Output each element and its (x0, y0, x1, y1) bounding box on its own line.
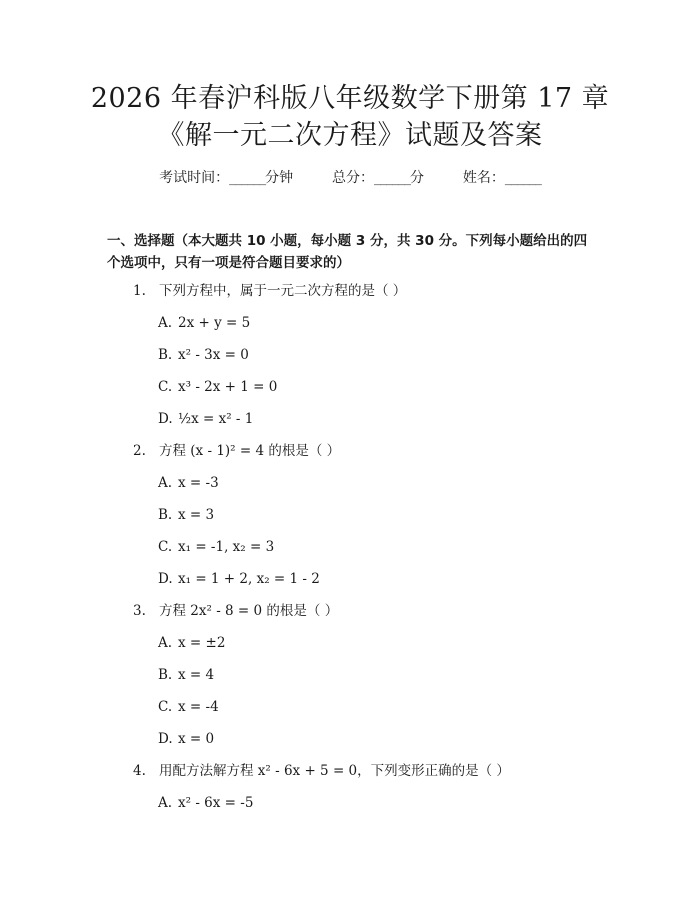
option-label: B. (158, 347, 173, 363)
question-text: 方程 (x - 1)² = 4 的根是（ ） (159, 443, 341, 459)
score-unit: 分 (410, 170, 424, 186)
question-text: 方程 2x² - 8 = 0 的根是（ ） (159, 603, 339, 619)
option-2-a (158, 473, 219, 493)
option-2-d (158, 569, 320, 589)
name-blank: ______ (504, 170, 541, 186)
page-title-line-1: 2026 年春沪科版八年级数学下册第 17 章 (90, 83, 610, 114)
question-4 (133, 761, 510, 781)
question-text: 用配方法解方程 x² - 6x + 5 = 0，下列变形正确的是（ ） (159, 763, 510, 779)
option-text: x = -3 (178, 475, 219, 491)
option-text: 2x + y = 5 (178, 315, 251, 331)
option-text: x = 3 (178, 507, 215, 523)
question-number: 2. (133, 443, 146, 459)
option-label: C. (158, 539, 173, 555)
option-text: x₁ = -1, x₂ = 3 (178, 539, 275, 555)
time-label: 考试时间： (159, 170, 230, 186)
option-text: x = -4 (178, 699, 219, 715)
option-label: A. (158, 315, 173, 331)
option-label: A. (158, 475, 173, 491)
option-text: x³ - 2x + 1 = 0 (178, 379, 278, 395)
time-blank: ______ (229, 170, 266, 186)
option-text: x = ±2 (178, 635, 226, 651)
option-2-b (158, 505, 214, 525)
question-number: 4. (133, 763, 146, 779)
time-unit: 分钟 (265, 170, 294, 186)
option-text: x₁ = 1 + 2, x₂ = 1 - 2 (178, 571, 320, 587)
question-number: 1. (133, 283, 146, 299)
page-title-line-2: 《解一元二次方程》试题及答案 (157, 120, 543, 151)
option-1-b (158, 345, 249, 365)
option-text: x = 4 (178, 667, 215, 683)
option-text: x² - 6x = -5 (178, 795, 254, 811)
option-label: D. (158, 571, 173, 587)
score-blank: ______ (374, 170, 410, 186)
option-label: C. (158, 699, 173, 715)
name-label: 姓名： (462, 170, 505, 186)
option-label: C. (158, 379, 173, 395)
option-text: ½x = x² - 1 (178, 411, 254, 427)
option-3-a (158, 633, 225, 653)
option-1-d (158, 409, 253, 429)
option-3-b (158, 665, 214, 685)
option-1-c (158, 377, 277, 397)
option-1-a (158, 313, 250, 333)
option-3-c (158, 697, 219, 717)
option-label: B. (158, 667, 173, 683)
option-label: A. (158, 795, 173, 811)
option-label: D. (158, 731, 173, 747)
question-3 (133, 601, 338, 621)
option-label: A. (158, 635, 173, 651)
question-number: 3. (133, 603, 146, 619)
option-2-c (158, 537, 274, 557)
option-4-a (158, 793, 253, 813)
option-label: D. (158, 411, 173, 427)
option-text: x = 0 (178, 731, 215, 747)
option-text: x² - 3x = 0 (178, 347, 249, 363)
score-label: 总分： (332, 170, 374, 186)
question-2 (133, 441, 340, 461)
exam-meta (0, 168, 700, 188)
option-label: B. (158, 507, 173, 523)
question-1 (133, 281, 406, 301)
question-text: 下列方程中，属于一元二次方程的是（ ） (159, 283, 407, 299)
section-heading: 一、选择题（本大题共 10 小题，每小题 3 分，共 30 分。下列每小题给出的四个选项中，只有一项是符合题目要求的） (107, 233, 588, 271)
option-3-d (158, 729, 214, 749)
